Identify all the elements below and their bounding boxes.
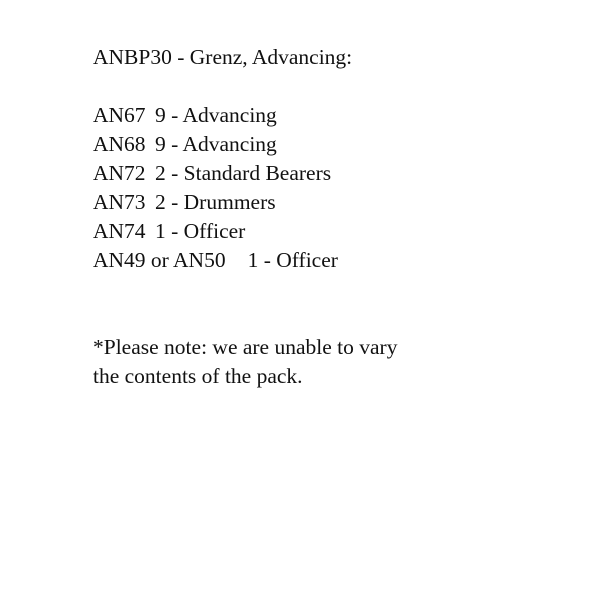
list-item bbox=[93, 188, 573, 217]
item-code: AN74 bbox=[93, 219, 146, 243]
list-item bbox=[93, 217, 573, 246]
list-item bbox=[93, 130, 573, 159]
list-item bbox=[93, 159, 573, 188]
item-code: AN49 or AN50 bbox=[93, 248, 226, 272]
item-description: 9 - Advancing bbox=[155, 103, 277, 127]
item-code: AN72 bbox=[93, 161, 146, 185]
item-description: 1 - Officer bbox=[155, 219, 246, 243]
list-item bbox=[93, 101, 573, 130]
note-line: the contents of the pack. bbox=[93, 364, 303, 388]
pack-note bbox=[93, 333, 573, 391]
item-description: 9 - Advancing bbox=[155, 132, 277, 156]
pack-title: ANBP30 - Grenz, Advancing: bbox=[93, 45, 353, 69]
item-description: 2 - Standard Bearers bbox=[155, 161, 332, 185]
item-code: AN68 bbox=[93, 132, 146, 156]
pack-description bbox=[93, 43, 573, 391]
pack-contents-list bbox=[93, 101, 573, 275]
item-code: AN73 bbox=[93, 190, 146, 214]
note-line: *Please note: we are unable to vary bbox=[93, 335, 398, 359]
item-description: 1 - Officer bbox=[247, 248, 338, 272]
item-description: 2 - Drummers bbox=[155, 190, 276, 214]
list-item bbox=[93, 246, 573, 275]
item-code: AN67 bbox=[93, 103, 146, 127]
